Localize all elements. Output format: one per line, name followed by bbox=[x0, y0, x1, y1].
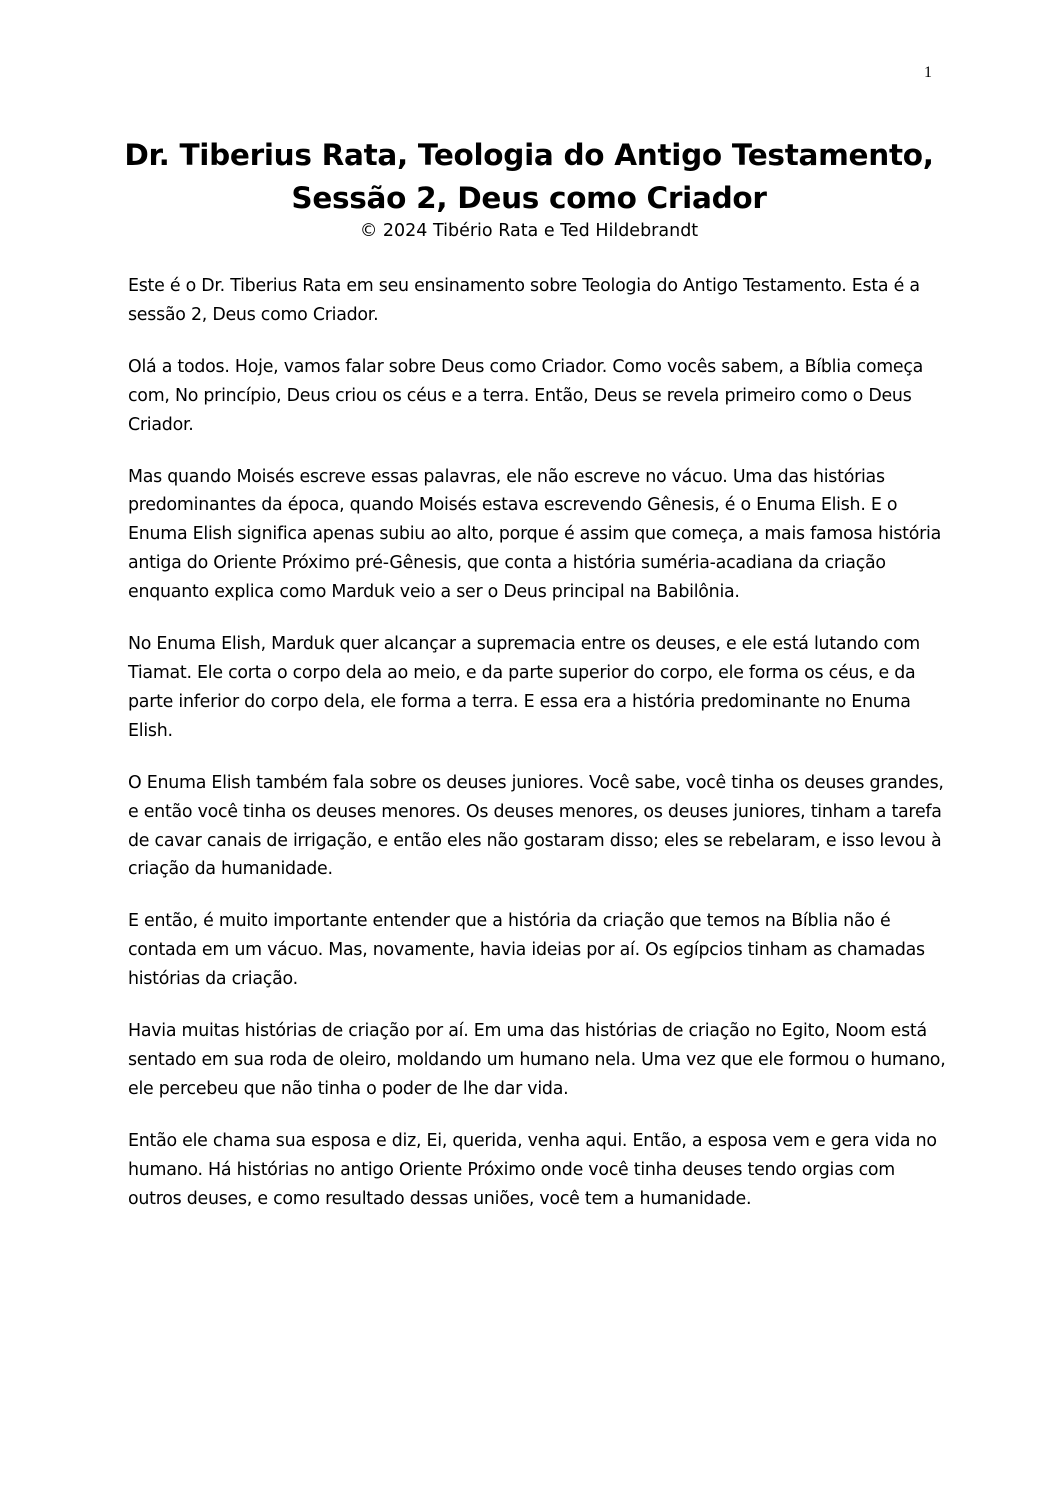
document-title-line-2: Sessão 2, Deus como Criador bbox=[291, 181, 767, 215]
paragraph-3: Mas quando Moisés escreve essas palavras, ele não escreve no vácuo. Uma das histórias predominantes da época, quando Moisés estava escrevendo Gênesis, é o Enuma Elish. E o Enuma Elish significa apenas subiu ao alto, porque é assim que começa, a mais famosa história antiga do Oriente Próximo pré-Gênesis, que conta a história suméria-acadiana da criação enquanto explica como Marduk veio a ser o Deus principal na Babilônia. bbox=[128, 466, 941, 603]
paragraph-1: Este é o Dr. Tiberius Rata em seu ensinamento sobre Teologia do Antigo Testamento. Esta é a sessão 2, Deus como Criador. bbox=[128, 276, 920, 325]
document-body bbox=[128, 272, 948, 1236]
paragraph-7: Havia muitas histórias de criação por aí. Em uma das histórias de criação no Egito, Noom está sentado em sua roda de oleiro, moldando um humano nela. Uma vez que ele formou o humano, ele percebeu que não tinha o poder de lhe dar vida. bbox=[128, 1021, 946, 1099]
document-title-line-1: Dr. Tiberius Rata, Teologia do Antigo Testamento, bbox=[124, 138, 934, 172]
paragraph-2: Olá a todos. Hoje, vamos falar sobre Deus como Criador. Como vocês sabem, a Bíblia começa com, No princípio, Deus criou os céus e a terra. Então, Deus se revela primeiro como o Deus Criador. bbox=[128, 356, 924, 435]
document-header bbox=[100, 134, 958, 244]
paragraph-4: No Enuma Elish, Marduk quer alcançar a supremacia entre os deuses, e ele está lutando com Tiamat. Ele corta o corpo dela ao meio, e da parte superior do corpo, ele forma os céus, e da parte inferior do corpo dela, ele forma a terra. E essa era a história predominante no Enuma Elish. bbox=[128, 634, 920, 741]
paragraph-8: Então ele chama sua esposa e diz, Ei, querida, venha aqui. Então, a esposa vem e gera vida no humano. Há histórias no antigo Oriente Próximo onde você tinha deuses tendo orgias com outros deuses, e como resultado dessas uniões, você tem a humanidade. bbox=[128, 1130, 937, 1209]
page-number: 1 bbox=[924, 64, 932, 81]
paragraph-5: O Enuma Elish também fala sobre os deuses juniores. Você sabe, você tinha os deuses grandes, e então você tinha os deuses menores. Os deuses menores, os deuses juniores, tinham a tarefa de cavar canais de irrigação, e então eles não gostaram disso; eles se rebelaram, e isso levou à criação da humanidade. bbox=[128, 772, 944, 880]
copyright-notice: © 2024 Tibério Rata e Ted Hildebrandt bbox=[359, 221, 699, 241]
paragraph-6: E então, é muito importante entender que a história da criação que temos na Bíblia não é contada em um vácuo. Mas, novamente, havia ideias por aí. Os egípcios tinham as chamadas histórias da criação. bbox=[128, 911, 925, 990]
